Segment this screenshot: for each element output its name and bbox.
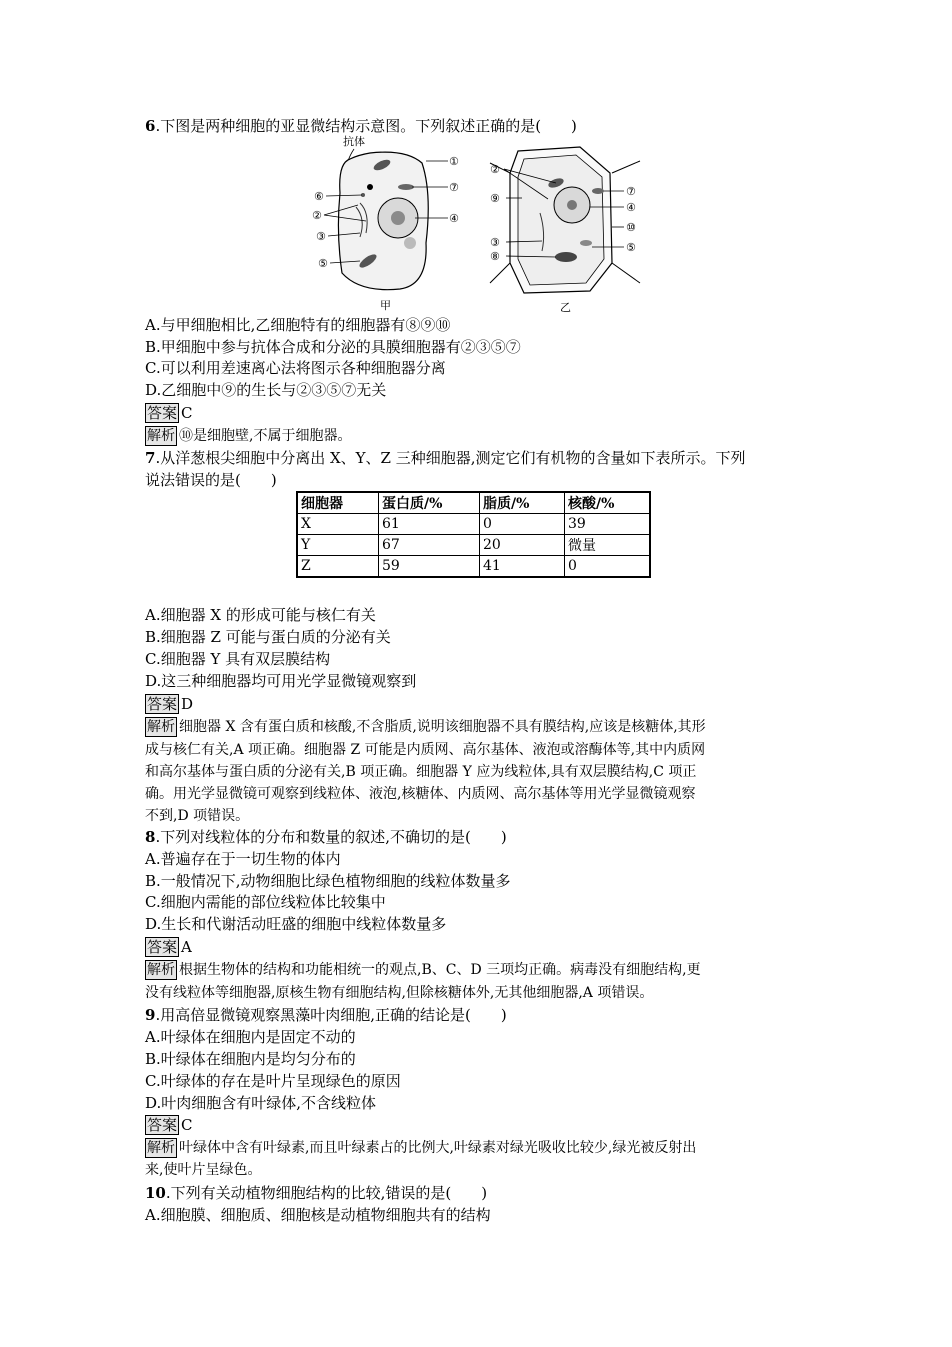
- question-number: 8: [145, 828, 156, 846]
- option-c: C.细胞器 Y 具有双层膜结构: [145, 650, 331, 668]
- organelle-table: [296, 491, 651, 578]
- option-a: A.细胞器 X 的形成可能与核仁有关: [145, 606, 376, 624]
- option-b: B.甲细胞中参与抗体合成和分泌的具膜细胞器有②③⑤⑦: [145, 338, 521, 356]
- explanation-line-1: [145, 1137, 696, 1159]
- table-cell: 20: [480, 535, 565, 556]
- marker-1: ①: [449, 155, 459, 168]
- answer-tag: 答案: [147, 938, 178, 956]
- table-header: 蛋白质/%: [379, 492, 480, 514]
- explanation-line-4: 确。用光学显微镜可观察到线粒体、液泡,核糖体、内质网、高尔基体等用光学显微镜观察: [145, 786, 696, 802]
- question-number: 10: [145, 1184, 166, 1202]
- explanation-line-1: [145, 959, 701, 981]
- question-text: .下列对线粒体的分布和数量的叙述,不确切的是( ): [155, 828, 507, 846]
- question-text: .下图是两种细胞的亚显微结构示意图。下列叙述正确的是( ): [155, 117, 577, 135]
- table-cell: Z: [297, 556, 379, 578]
- question-text: .用高倍显微镜观察黑藻叶肉细胞,正确的结论是( ): [155, 1006, 507, 1024]
- option-a: A.普遍存在于一切生物的体内: [145, 850, 341, 868]
- question-10-stem: [145, 1183, 487, 1203]
- marker-8-plant: ⑧: [490, 250, 500, 263]
- animal-cell-diagram: [312, 134, 459, 312]
- table-cell: 59: [379, 556, 480, 578]
- explanation-line-5: 不到,D 项错误。: [145, 808, 250, 824]
- answer-line: [145, 1115, 193, 1135]
- explanation-text: 根据生物体的结构和功能相统一的观点,B、C、D 三项均正确。病毒没有细胞结构,更: [179, 962, 701, 978]
- option-b: B.一般情况下,动物细胞比绿色植物细胞的线粒体数量多: [145, 872, 511, 890]
- marker-9-plant: ⑨: [490, 192, 500, 205]
- table-cell: X: [297, 514, 379, 535]
- answer-value: A: [181, 938, 192, 956]
- answer-tag: 答案: [147, 404, 178, 422]
- table-row: [297, 514, 650, 535]
- answer-tag: 答案: [147, 695, 178, 713]
- marker-6: ⑥: [314, 190, 324, 203]
- question-8-stem: [145, 827, 507, 847]
- marker-5: ⑤: [318, 257, 328, 270]
- explanation-tag: 解析: [147, 962, 175, 978]
- table-row: [297, 556, 650, 578]
- explanation-text: 叶绿体中含有叶绿素,而且叶绿素占的比例大,叶绿素对绿光吸收比较少,绿光被反射出: [179, 1140, 697, 1156]
- question-9-stem: [145, 1005, 507, 1025]
- table-row: [297, 535, 650, 556]
- option-a: A.细胞膜、细胞质、细胞核是动植物细胞共有的结构: [145, 1206, 491, 1224]
- explanation-line-2: 成与核仁有关,A 项正确。细胞器 Z 可能是内质网、高尔基体、液泡或溶酶体等,其中内质网: [145, 742, 706, 758]
- marker-10-plant: ⑩: [626, 221, 636, 234]
- plant-cell-diagram: [490, 147, 640, 313]
- option-d: D.叶肉细胞含有叶绿体,不含线粒体: [145, 1094, 377, 1112]
- explanation-line-2: 没有线粒体等细胞器,原核生物有细胞结构,但除核糖体外,无其他细胞器,A 项错误。: [145, 985, 654, 1001]
- caption-jia: 甲: [380, 299, 391, 312]
- table-header: 脂质/%: [480, 492, 565, 514]
- marker-4: ④: [449, 212, 459, 225]
- option-b: B.叶绿体在细胞内是均匀分布的: [145, 1050, 356, 1068]
- option-d: D.生长和代谢活动旺盛的细胞中线粒体数量多: [145, 915, 447, 933]
- marker-3-plant: ③: [490, 236, 500, 249]
- marker-7: ⑦: [449, 181, 459, 194]
- table-cell: 61: [379, 514, 480, 535]
- question-7-stem: [145, 448, 746, 468]
- answer-line: [145, 403, 193, 423]
- question-number: 9: [145, 1006, 156, 1024]
- table-cell: 67: [379, 535, 480, 556]
- explanation-line-1: [145, 716, 706, 738]
- table-header: 核酸/%: [565, 492, 651, 514]
- marker-4-plant: ④: [626, 201, 636, 214]
- explanation-text: 细胞器 X 含有蛋白质和核酸,不含脂质,说明该细胞器不具有膜结构,应该是核糖体,其形: [179, 719, 706, 735]
- table-header: 细胞器: [297, 492, 379, 514]
- option-c: C.细胞内需能的部位线粒体比较集中: [145, 893, 386, 911]
- option-b: B.细胞器 Z 可能与蛋白质的分泌有关: [145, 628, 391, 646]
- antibody-label: 抗体: [343, 135, 365, 148]
- answer-value: D: [181, 695, 194, 713]
- question-number: 7: [145, 449, 156, 467]
- marker-3: ③: [316, 230, 326, 243]
- question-number: 6: [145, 117, 156, 135]
- marker-2-plant: ②: [490, 163, 500, 176]
- table-cell: 39: [565, 514, 651, 535]
- caption-yi: 乙: [560, 301, 571, 313]
- marker-7-plant: ⑦: [626, 185, 636, 198]
- option-d: D.这三种细胞器均可用光学显微镜观察到: [145, 672, 417, 690]
- answer-line: [145, 694, 193, 714]
- table-cell: 41: [480, 556, 565, 578]
- marker-5-plant: ⑤: [626, 241, 636, 254]
- explanation-text: ⑩是细胞壁,不属于细胞器。: [179, 428, 352, 444]
- cell-structure-figure: [310, 133, 660, 313]
- option-a: A.叶绿体在细胞内是固定不动的: [145, 1028, 356, 1046]
- answer-value: C: [181, 404, 193, 422]
- marker-2: ②: [312, 209, 322, 222]
- explanation-line-3: 和高尔基体与蛋白质的分泌有关,B 项正确。细胞器 Y 应为线粒体,具有双层膜结构,C 项正: [145, 764, 697, 780]
- explanation-tag: 解析: [147, 428, 175, 444]
- table-cell: 0: [480, 514, 565, 535]
- table-cell: 0: [565, 556, 651, 578]
- answer-value: C: [181, 1116, 193, 1134]
- question-text: .下列有关动植物细胞结构的比较,错误的是( ): [165, 1184, 488, 1202]
- table-cell: 微量: [565, 535, 651, 556]
- explanation-line: [145, 425, 351, 447]
- answer-line: [145, 937, 192, 957]
- option-c: C.叶绿体的存在是叶片呈现绿色的原因: [145, 1072, 401, 1090]
- question-7-stem-cont: 说法错误的是( ): [145, 471, 277, 489]
- answer-tag: 答案: [147, 1116, 178, 1134]
- table-header-row: [297, 492, 650, 514]
- option-c: C.可以利用差速离心法将图示各种细胞器分离: [145, 359, 446, 377]
- explanation-tag: 解析: [147, 719, 175, 735]
- explanation-line-2: 来,使叶片呈绿色。: [145, 1162, 262, 1178]
- table-cell: Y: [297, 535, 379, 556]
- option-a: A.与甲细胞相比,乙细胞特有的细胞器有⑧⑨⑩: [145, 316, 451, 334]
- explanation-tag: 解析: [147, 1140, 175, 1156]
- option-d: D.乙细胞中⑨的生长与②③⑤⑦无关: [145, 381, 387, 399]
- question-text: .从洋葱根尖细胞中分离出 X、Y、Z 三种细胞器,测定它们有机物的含量如下表所示。下列: [155, 449, 746, 467]
